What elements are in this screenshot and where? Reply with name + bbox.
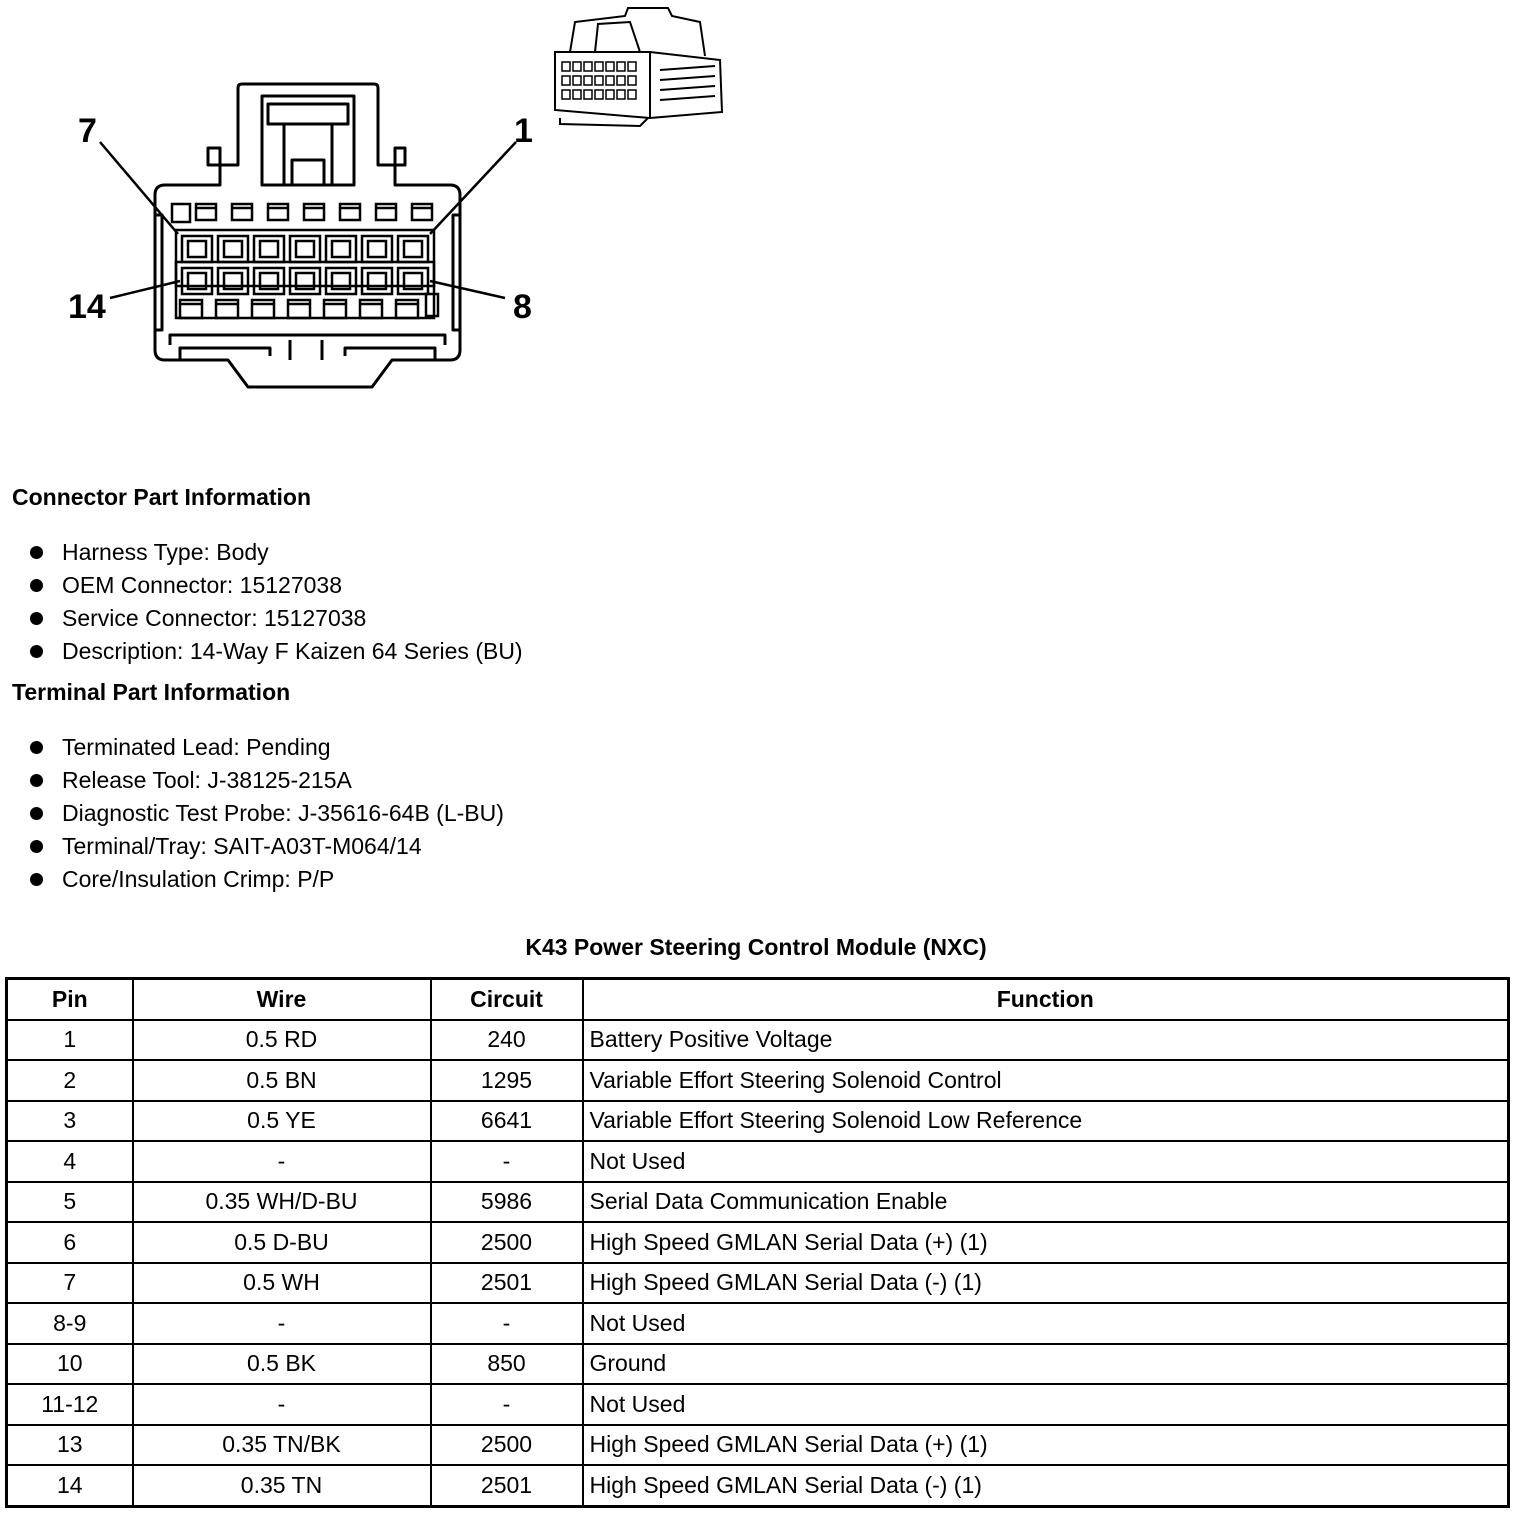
terminal-info-heading: Terminal Part Information	[12, 679, 291, 705]
cell-pin: 4	[7, 1141, 133, 1182]
table-row	[7, 1020, 1509, 1061]
bottom-window	[396, 300, 418, 318]
cell-function: Ground	[583, 1344, 1509, 1385]
cell-circuit: -	[431, 1384, 583, 1425]
keying-notch	[426, 294, 438, 316]
thumb-cell	[628, 90, 636, 99]
top-window	[340, 204, 360, 220]
cell-pin: 10	[7, 1344, 133, 1385]
list-item-crimp: Core/Insulation Crimp: P/P	[28, 863, 504, 896]
header-circuit: Circuit	[431, 979, 583, 1020]
thumb-cell	[628, 76, 636, 85]
terminal-info-list	[28, 731, 504, 896]
list-item-description: Description: 14-Way F Kaizen 64 Series (BU)	[28, 635, 523, 668]
list-item-harness-type: Harness Type: Body	[28, 536, 523, 569]
cell-function: Not Used	[583, 1384, 1509, 1425]
list-item-terminated-lead: Terminated Lead: Pending	[28, 731, 504, 764]
thumb-cell	[573, 62, 581, 71]
cell-wire: 0.35 TN	[133, 1465, 431, 1506]
cell-circuit: 2500	[431, 1222, 583, 1263]
leader-line-7	[100, 142, 178, 234]
table-row	[7, 1141, 1509, 1182]
list-item-service-connector: Service Connector: 15127038	[28, 602, 523, 635]
top-window	[196, 204, 216, 220]
cell-wire: 0.5 YE	[133, 1101, 431, 1142]
cell-pin: 7	[7, 1263, 133, 1304]
cell-pin: 1	[7, 1020, 133, 1061]
table-row	[7, 1303, 1509, 1344]
cell-wire: -	[133, 1303, 431, 1344]
thumb-cell	[595, 62, 603, 71]
thumb-cell	[617, 76, 625, 85]
cell-wire: 0.5 D-BU	[133, 1222, 431, 1263]
thumb-cell	[617, 90, 625, 99]
thumb-cell	[595, 90, 603, 99]
cell-circuit: -	[431, 1141, 583, 1182]
cell-pin: 14	[7, 1465, 133, 1506]
cell-wire: 0.5 WH	[133, 1263, 431, 1304]
pin-label-8: 8	[513, 288, 532, 326]
cell-wire: 0.35 WH/D-BU	[133, 1182, 431, 1223]
cell-circuit: -	[431, 1303, 583, 1344]
thumb-cell	[573, 90, 581, 99]
cell-pin: 5	[7, 1182, 133, 1223]
thumb-cell	[573, 76, 581, 85]
cell-pin: 8-9	[7, 1303, 133, 1344]
leader-line-14	[110, 281, 180, 298]
header-function: Function	[583, 979, 1509, 1020]
cell-pin: 3	[7, 1101, 133, 1142]
list-item-terminal-tray: Terminal/Tray: SAIT-A03T-M064/14	[28, 830, 504, 863]
bottom-window-row	[180, 294, 438, 318]
top-window-row	[172, 204, 432, 222]
thumb-cell	[584, 90, 592, 99]
cell-circuit: 240	[431, 1020, 583, 1061]
thumb-cell	[617, 62, 625, 71]
top-window	[232, 204, 252, 220]
cell-pin: 6	[7, 1222, 133, 1263]
cell-pin: 11-12	[7, 1384, 133, 1425]
top-window	[304, 204, 324, 220]
connector-info-list	[28, 536, 523, 668]
keying-notch	[172, 204, 190, 222]
connector-info-heading: Connector Part Information	[12, 484, 312, 510]
bottom-window	[324, 300, 346, 318]
table-row	[7, 1384, 1509, 1425]
cell-wire: -	[133, 1384, 431, 1425]
thumb-cell	[595, 76, 603, 85]
cell-wire: -	[133, 1141, 431, 1182]
bottom-window	[288, 300, 310, 318]
cell-function: High Speed GMLAN Serial Data (-) (1)	[583, 1465, 1509, 1506]
thumb-cell	[562, 90, 570, 99]
connector-latch	[262, 96, 354, 185]
thumb-cell	[606, 90, 614, 99]
top-window	[268, 204, 288, 220]
table-row	[7, 1425, 1509, 1466]
cell-wire: 0.5 BN	[133, 1060, 431, 1101]
list-item-release-tool: Release Tool: J-38125-215A	[28, 764, 504, 797]
connector-thumbnail	[555, 8, 722, 126]
cell-function: Battery Positive Voltage	[583, 1020, 1509, 1061]
cell-circuit: 5986	[431, 1182, 583, 1223]
thumb-cell	[562, 76, 570, 85]
bottom-window	[216, 300, 238, 318]
table-row	[7, 1101, 1509, 1142]
header-pin: Pin	[7, 979, 133, 1020]
cell-wire: 0.35 TN/BK	[133, 1425, 431, 1466]
cell-circuit: 1295	[431, 1060, 583, 1101]
table-row	[7, 1060, 1509, 1101]
cell-wire: 0.5 RD	[133, 1020, 431, 1061]
pinout-table	[5, 977, 1510, 1508]
thumb-cell	[584, 62, 592, 71]
cell-function: Not Used	[583, 1303, 1509, 1344]
table-title: K43 Power Steering Control Module (NXC)	[525, 934, 987, 960]
cell-circuit: 2501	[431, 1465, 583, 1506]
cell-function: Serial Data Communication Enable	[583, 1182, 1509, 1223]
table-row	[7, 1182, 1509, 1223]
table-header-row	[7, 979, 1509, 1020]
cell-circuit: 2500	[431, 1425, 583, 1466]
list-item-test-probe: Diagnostic Test Probe: J-35616-64B (L-BU)	[28, 797, 504, 830]
cell-function: High Speed GMLAN Serial Data (+) (1)	[583, 1222, 1509, 1263]
cell-function: High Speed GMLAN Serial Data (-) (1)	[583, 1263, 1509, 1304]
connector-diagram	[0, 0, 760, 420]
bottom-window	[360, 300, 382, 318]
thumb-cell	[606, 76, 614, 85]
table-row	[7, 1465, 1509, 1506]
cell-function: Variable Effort Steering Solenoid Control	[583, 1060, 1509, 1101]
thumb-cell	[562, 62, 570, 71]
cell-pin: 13	[7, 1425, 133, 1466]
pin-label-7: 7	[78, 112, 97, 150]
pin-label-1: 1	[514, 112, 533, 150]
cell-circuit: 850	[431, 1344, 583, 1385]
thumb-cell	[606, 62, 614, 71]
leader-line-1	[430, 142, 516, 234]
cell-function: Not Used	[583, 1141, 1509, 1182]
cell-pin: 2	[7, 1060, 133, 1101]
table-row	[7, 1222, 1509, 1263]
cell-wire: 0.5 BK	[133, 1344, 431, 1385]
table-row	[7, 1344, 1509, 1385]
cell-function: High Speed GMLAN Serial Data (+) (1)	[583, 1425, 1509, 1466]
header-wire: Wire	[133, 979, 431, 1020]
top-window	[376, 204, 396, 220]
leader-line-8	[430, 281, 505, 298]
top-window	[412, 204, 432, 220]
thumb-cell	[628, 62, 636, 71]
cell-circuit: 6641	[431, 1101, 583, 1142]
bottom-window	[180, 300, 202, 318]
bottom-window	[252, 300, 274, 318]
pin-label-14: 14	[68, 288, 106, 326]
list-item-oem-connector: OEM Connector: 15127038	[28, 569, 523, 602]
thumb-cell	[584, 76, 592, 85]
cell-circuit: 2501	[431, 1263, 583, 1304]
cell-function: Variable Effort Steering Solenoid Low Reference	[583, 1101, 1509, 1142]
table-row	[7, 1263, 1509, 1304]
